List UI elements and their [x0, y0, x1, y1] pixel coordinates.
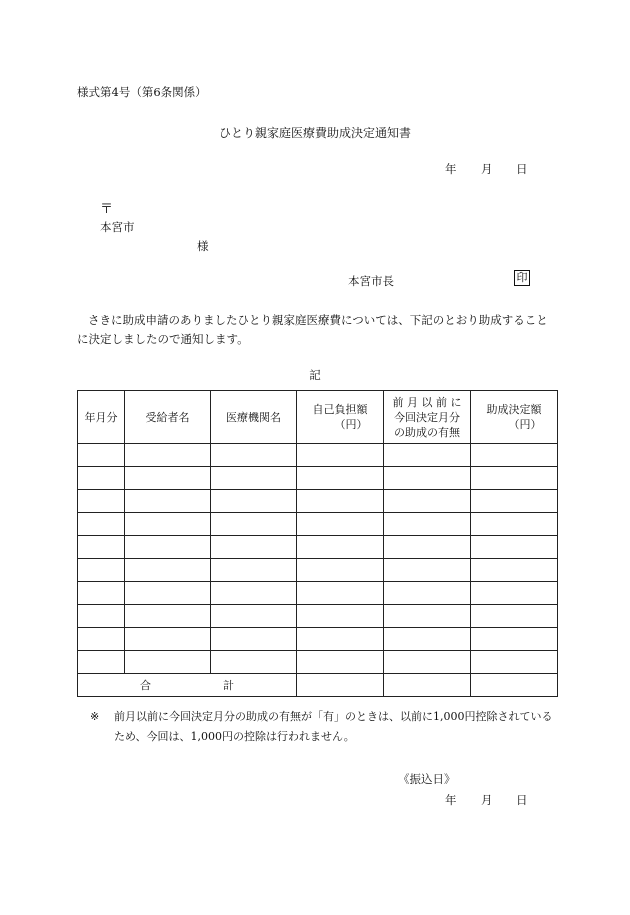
table-cell	[78, 444, 125, 467]
table-row	[78, 605, 558, 628]
table-cell	[78, 651, 125, 674]
table-cell	[211, 467, 297, 490]
transfer-date-month: 月	[481, 793, 493, 807]
table-cell	[297, 490, 384, 513]
issue-date-day: 日	[516, 162, 528, 176]
table-cell	[384, 605, 471, 628]
table-cell	[471, 605, 558, 628]
header-year-month: 年月分	[78, 391, 125, 444]
total-amount-cell	[471, 674, 558, 697]
header-amount-unit: （円）	[508, 418, 542, 431]
table-row	[78, 444, 558, 467]
table-cell	[211, 536, 297, 559]
header-recipient: 受給者名	[125, 391, 211, 444]
table-cell	[78, 513, 125, 536]
table-cell	[211, 628, 297, 651]
table-cell	[297, 582, 384, 605]
table-cell	[125, 582, 211, 605]
table-cell	[384, 536, 471, 559]
header-prior-line2: 今回決定月分	[394, 410, 460, 424]
header-prior-line1: 前 月 以 前 に	[392, 395, 462, 409]
decision-table	[77, 390, 558, 697]
table-row	[78, 513, 558, 536]
table-cell	[211, 605, 297, 628]
table-cell	[384, 513, 471, 536]
table-cell	[384, 651, 471, 674]
postal-mark: 〒	[100, 202, 114, 217]
table-cell	[125, 559, 211, 582]
header-copay-unit: （円）	[334, 418, 368, 431]
table-row	[78, 536, 558, 559]
table-cell	[297, 605, 384, 628]
table-cell	[384, 490, 471, 513]
table-cell	[297, 513, 384, 536]
table-cell	[471, 444, 558, 467]
header-prior-line3: の助成の有無	[394, 425, 460, 439]
table-cell	[384, 559, 471, 582]
table-cell	[78, 628, 125, 651]
table-cell	[125, 536, 211, 559]
issuer-name: 本宮市長	[348, 274, 394, 288]
total-label	[78, 674, 297, 697]
table-cell	[297, 467, 384, 490]
header-prior	[384, 391, 471, 444]
header-amount	[471, 391, 558, 444]
table-cell	[471, 490, 558, 513]
table-cell	[78, 582, 125, 605]
total-row	[78, 674, 558, 697]
table-cell	[211, 444, 297, 467]
table-row	[78, 559, 558, 582]
total-copay-cell	[297, 674, 384, 697]
table-cell	[297, 651, 384, 674]
table-header-row	[78, 391, 558, 444]
table-cell	[384, 582, 471, 605]
table-cell	[384, 467, 471, 490]
table-cell	[78, 536, 125, 559]
seal-stamp: 印	[514, 270, 530, 286]
table-row	[78, 651, 558, 674]
recipient-city: 本宮市	[100, 220, 135, 234]
header-copay-label: 自己負担額	[312, 403, 368, 416]
table-cell	[211, 513, 297, 536]
table-cell	[211, 582, 297, 605]
table-row	[78, 467, 558, 490]
total-label-2: 計	[223, 679, 234, 692]
header-copay	[297, 391, 384, 444]
table-row	[78, 628, 558, 651]
footnote-mark: ※	[90, 710, 100, 723]
transfer-date-year: 年	[445, 793, 457, 807]
table-cell	[471, 536, 558, 559]
form-number: 様式第4号（第6条関係）	[77, 85, 207, 99]
table-cell	[471, 513, 558, 536]
transfer-date-label: 《振込日》	[398, 772, 456, 786]
table-cell	[125, 605, 211, 628]
table-cell	[297, 559, 384, 582]
ki-heading: 記	[309, 368, 321, 382]
table-cell	[125, 490, 211, 513]
total-prior-cell	[384, 674, 471, 697]
issue-date-month: 月	[481, 162, 493, 176]
table-row	[78, 490, 558, 513]
document-title: ひとり親家庭医療費助成決定通知書	[218, 126, 411, 140]
table-cell	[297, 628, 384, 651]
recipient-honorific: 様	[197, 239, 209, 253]
table-cell	[471, 651, 558, 674]
table-cell	[384, 628, 471, 651]
table-cell	[125, 444, 211, 467]
table-cell	[211, 559, 297, 582]
notice-body: さきに助成申請のありましたひとり親家庭医療費については、下記のとおり助成することに決定しましたので通知します。	[77, 313, 548, 346]
table-cell	[384, 444, 471, 467]
table-cell	[78, 490, 125, 513]
table-cell	[78, 559, 125, 582]
table-cell	[471, 559, 558, 582]
table-cell	[297, 536, 384, 559]
table-cell	[211, 490, 297, 513]
header-amount-label: 助成決定額	[486, 403, 542, 416]
table-cell	[125, 628, 211, 651]
table-cell	[78, 467, 125, 490]
table-cell	[471, 582, 558, 605]
table-cell	[471, 467, 558, 490]
table-cell	[125, 651, 211, 674]
table-row	[78, 582, 558, 605]
table-cell	[78, 605, 125, 628]
table-cell	[471, 628, 558, 651]
table-cell	[211, 651, 297, 674]
table-cell	[125, 513, 211, 536]
transfer-date-day: 日	[516, 793, 528, 807]
header-institution: 医療機関名	[211, 391, 297, 444]
table-cell	[297, 444, 384, 467]
total-label-1: 合	[140, 679, 151, 692]
footnote-text: 前月以前に今回決定月分の助成の有無が「有」のときは、以前に1,000円控除されているため、今回は、1,000円の控除は行われません。	[114, 710, 553, 743]
issue-date-year: 年	[445, 162, 457, 176]
table-cell	[125, 467, 211, 490]
